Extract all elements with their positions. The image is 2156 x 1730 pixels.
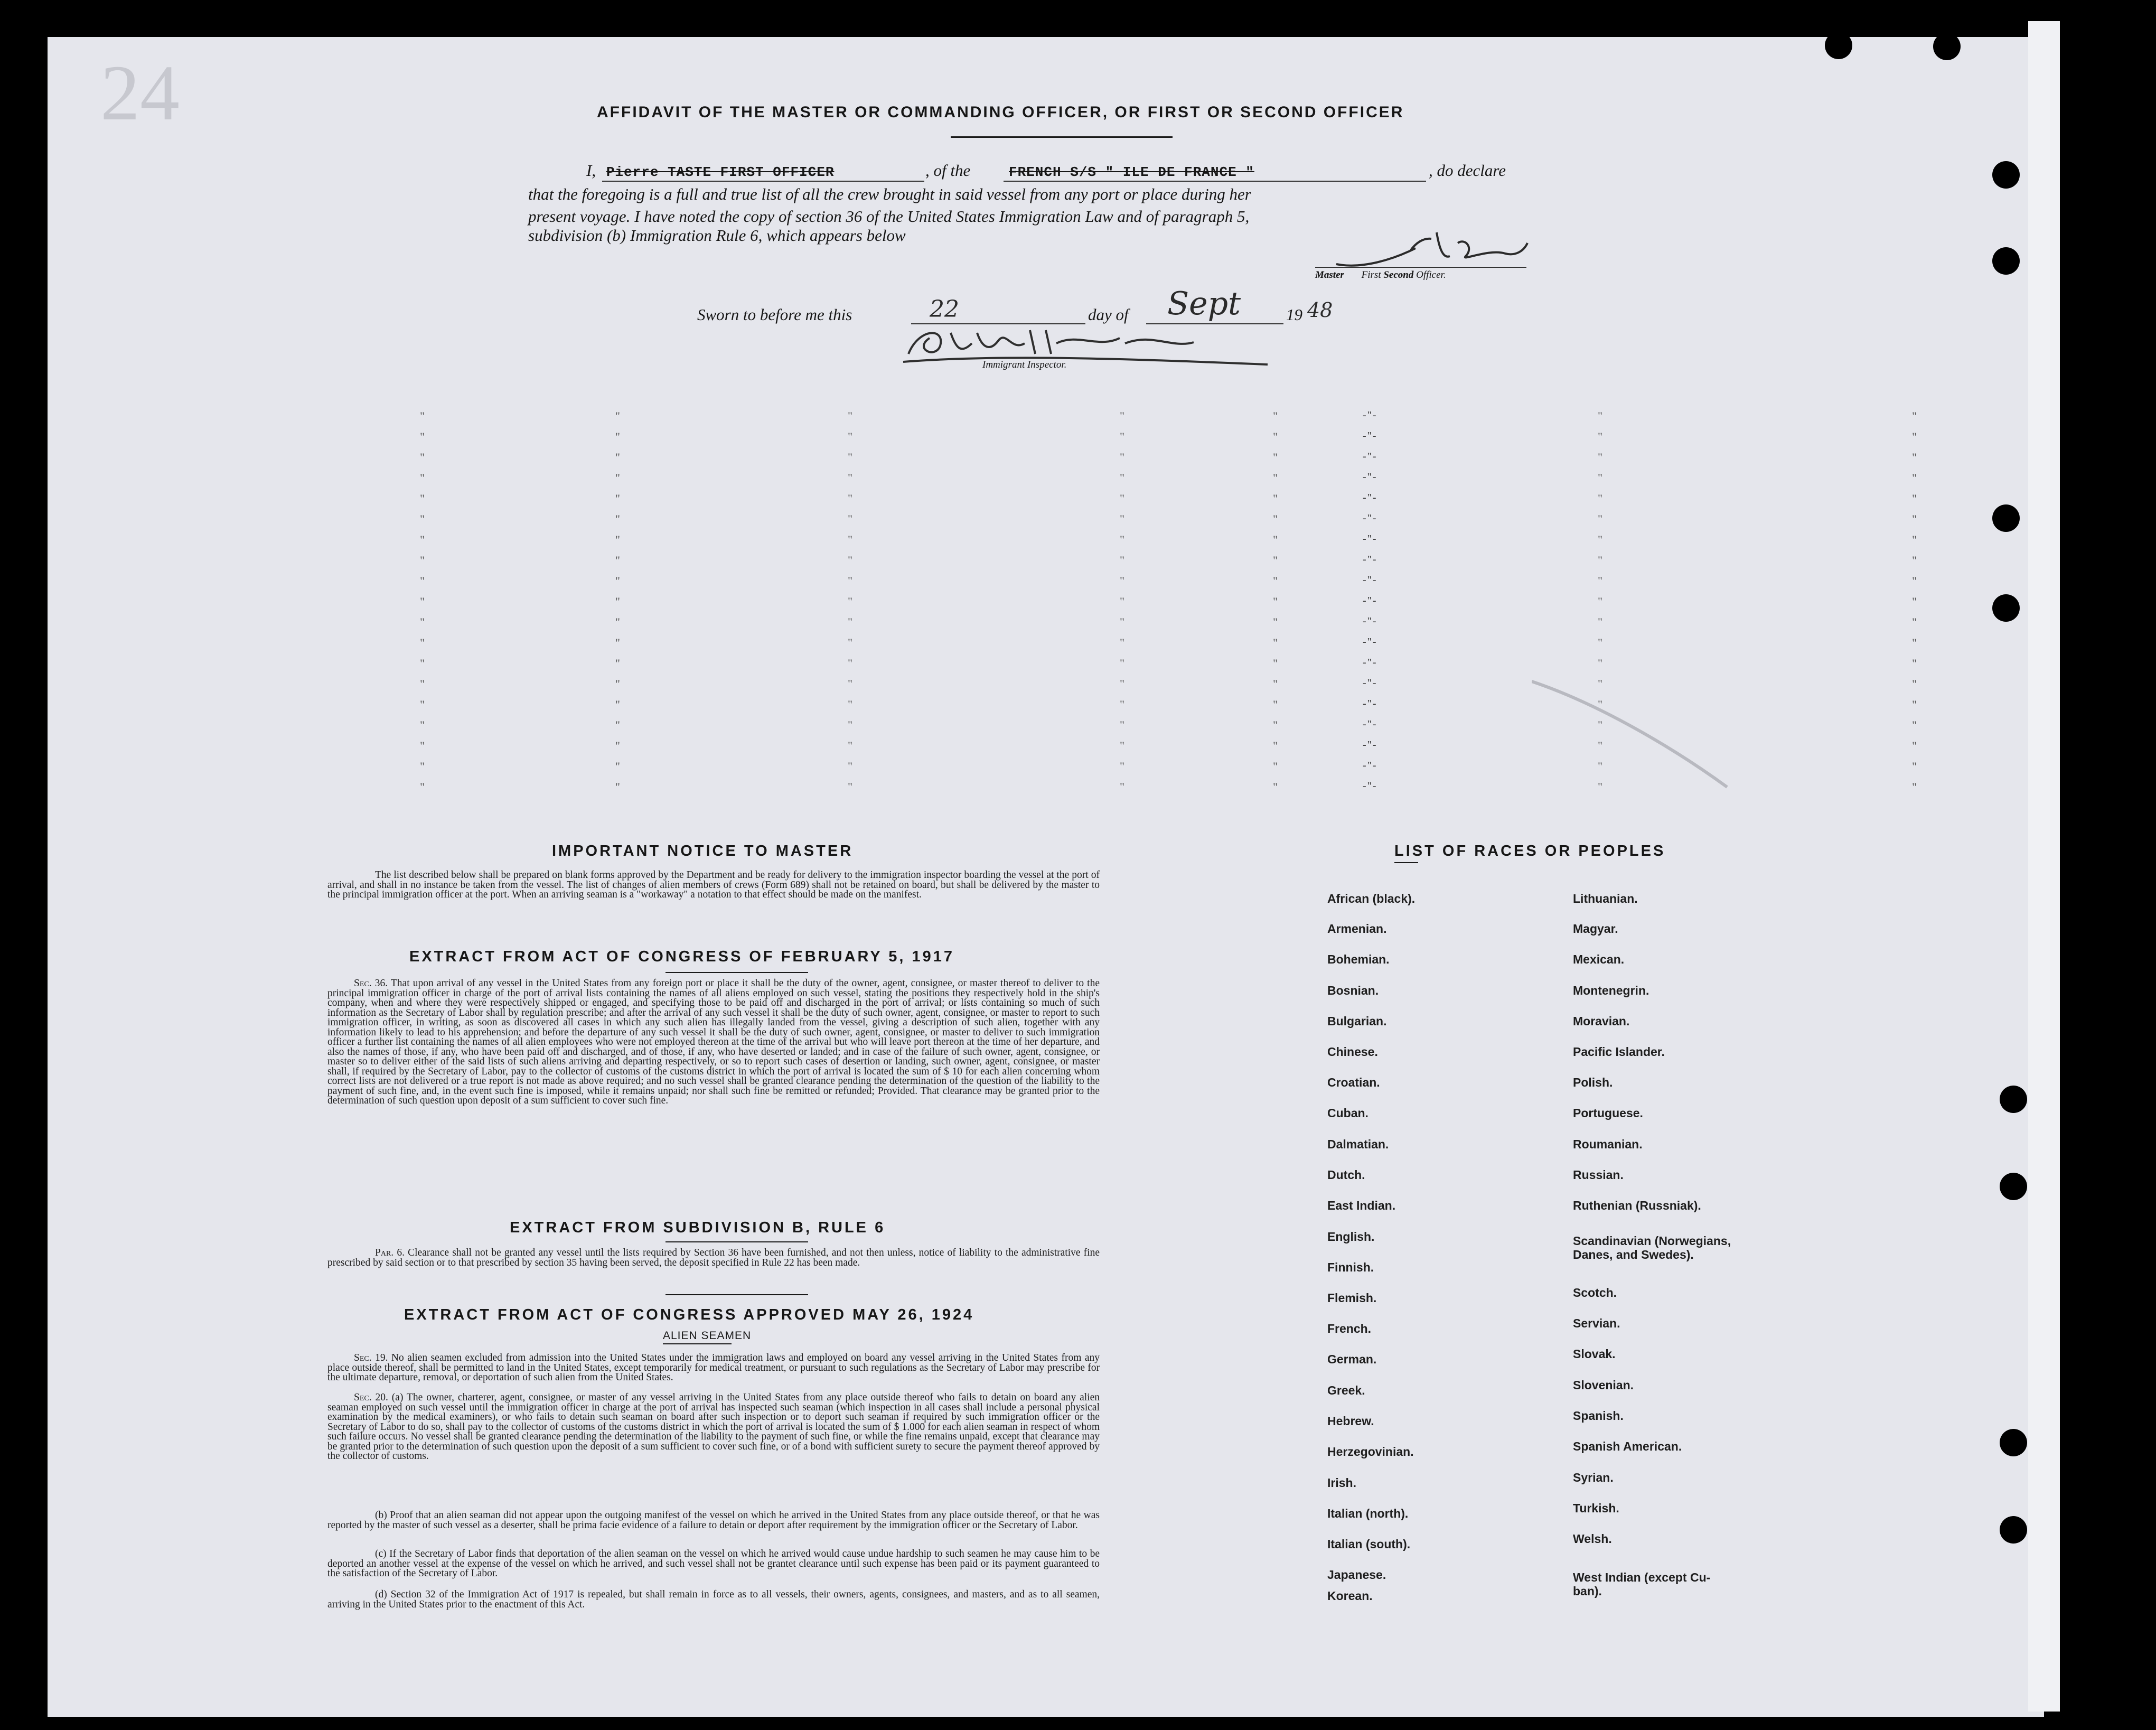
ditto-mark: ": [1273, 760, 1278, 773]
ditto-mark: ": [420, 492, 425, 505]
section-rule: [665, 972, 808, 973]
dash-mark: -"-: [1363, 451, 1377, 462]
ditto-mark: ": [1598, 512, 1602, 526]
ditto-mark: ": [1120, 595, 1124, 608]
ditto-mark: ": [1273, 739, 1278, 752]
race-item: Polish.: [1573, 1076, 1613, 1089]
race-item: English.: [1327, 1230, 1375, 1243]
ditto-mark: ": [1912, 760, 1917, 773]
ditto-mark: ": [848, 451, 852, 464]
race-item: Mexican.: [1573, 952, 1625, 966]
dash-mark: -"-: [1363, 554, 1377, 565]
page-edge: [2028, 21, 2060, 1712]
race-item: Portuguese.: [1573, 1106, 1643, 1120]
race-item: Spanish American.: [1573, 1439, 1682, 1453]
ditto-mark: ": [1120, 574, 1124, 587]
extract-rule6-title: EXTRACT FROM SUBDIVISION B, RULE 6: [510, 1219, 886, 1236]
race-item: Roumanian.: [1573, 1137, 1643, 1151]
sworn-day: 22: [930, 296, 959, 323]
ditto-mark: ": [848, 595, 852, 608]
ditto-mark: ": [1120, 471, 1124, 484]
sec20b-text: (b) Proof that an alien seaman did not appear upon the outgoing manifest of the vessel on which he arrived in the United States from any place outside thereof, or that he was reported by the master of such vessel as a deserter, shall be prima facie evidence of a failure to detain or deport after requirement by the immigration officer or the Secretary of Labor.: [327, 1510, 1100, 1531]
dash-mark: -"-: [1363, 780, 1377, 792]
ditto-mark: ": [1598, 595, 1602, 608]
ditto-mark: ": [1912, 718, 1917, 732]
race-item: Scandinavian (Norwegians,: [1573, 1234, 1731, 1248]
dash-mark: -"-: [1363, 657, 1377, 668]
race-item: Danes, and Swedes).: [1573, 1248, 1694, 1261]
dash-mark: -"-: [1363, 718, 1377, 730]
notice-title: IMPORTANT NOTICE TO MASTER: [552, 843, 854, 859]
ditto-mark: ": [1273, 595, 1278, 608]
ditto-mark: ": [1598, 492, 1602, 505]
race-item: German.: [1327, 1352, 1377, 1366]
race-item: Ruthenian (Russniak).: [1573, 1199, 1701, 1212]
sec20a-text: Sec. 20. (a) The owner, charterer, agent, consignee, or master of any vessel arriving in the United States from any place outside thereof who fails to detain on board any alien seaman employed on such vessel until the immigration officer in charge at the port of arrival has inspected such seaman (which inspection in all cases shall include a personal physical examination by the medical examiners), or who fails to detain such seaman on board after such inspection or to deport such seaman if required by such immigration officer or the Secretary of Labor to do so, shall pay to the collector of customs of the customs district in which the port of arrival is located the sum of $ 1.000 for each alien seaman in respect of whom such failure occurs. No vessel shall be granted clearance pending the determination of the liability to the payment of such fine, or while the fine remains unpaid, except that clearance may be granted prior to the determination of such question upon the deposit of a sum sufficient to cover such fine, or of a bond with sufficient surety to secure the payment thereof approved by the collector of customs.: [327, 1392, 1100, 1462]
ditto-mark: ": [1598, 451, 1602, 464]
crease-mark: [1532, 671, 1732, 792]
ditto-mark: ": [1120, 780, 1124, 793]
ditto-mark: ": [420, 780, 425, 793]
ditto-mark: ": [1120, 533, 1124, 546]
race-item: Moravian.: [1573, 1014, 1630, 1028]
binder-hole: [1992, 594, 2020, 622]
dash-mark: -"-: [1363, 492, 1377, 503]
ditto-mark: ": [420, 430, 425, 443]
ditto-mark: ": [615, 677, 620, 690]
ditto-mark: ": [420, 718, 425, 732]
race-item: West Indian (except Cu-: [1573, 1570, 1711, 1584]
ditto-mark: ": [615, 718, 620, 732]
declaration-line-3: present voyage. I have noted the copy of section 36 of the United States Immigration Law and of paragraph 5,: [528, 207, 1250, 226]
dash-mark: -"-: [1363, 636, 1377, 648]
ditto-mark: ": [1912, 554, 1917, 567]
ditto-mark: ": [420, 677, 425, 690]
ditto-mark: ": [615, 512, 620, 526]
dash-mark: -"-: [1363, 677, 1377, 689]
race-item: Bulgarian.: [1327, 1014, 1387, 1028]
race-item: Pacific Islander.: [1573, 1045, 1665, 1059]
race-item: Greek.: [1327, 1383, 1365, 1397]
extract-1924-title: EXTRACT FROM ACT OF CONGRESS APPROVED MAY 26, 1924: [404, 1306, 974, 1323]
race-item: Bohemian.: [1327, 952, 1390, 966]
year-prefix: 19: [1286, 305, 1302, 324]
ditto-mark: ": [1912, 492, 1917, 505]
ditto-mark: ": [1912, 451, 1917, 464]
ditto-mark: ": [848, 677, 852, 690]
day-of-label: day of: [1088, 305, 1129, 324]
race-item: Montenegrin.: [1573, 984, 1649, 997]
ditto-mark: ": [1273, 636, 1278, 649]
ditto-mark: ": [615, 409, 620, 423]
race-item: Croatian.: [1327, 1076, 1380, 1089]
ditto-mark: ": [848, 492, 852, 505]
ditto-mark: ": [420, 657, 425, 670]
race-item: Turkish.: [1573, 1501, 1619, 1515]
section-rule: [665, 1241, 808, 1242]
inspector-signature: [898, 317, 1278, 370]
ditto-mark: ": [1912, 677, 1917, 690]
ditto-mark: ": [615, 430, 620, 443]
title-rule: [951, 136, 1173, 138]
ditto-mark: ": [420, 739, 425, 752]
extract-1917-title: EXTRACT FROM ACT OF CONGRESS OF FEBRUARY 5, 1917: [409, 948, 955, 965]
ditto-mark: ": [848, 409, 852, 423]
declaration-line-1: I, Pierre TASTE FIRST OFFICER: [586, 161, 835, 180]
ditto-mark: ": [1273, 471, 1278, 484]
race-item: Magyar.: [1573, 922, 1618, 936]
ditto-mark: ": [848, 760, 852, 773]
sec19-text: Sec. 19. No alien seamen excluded from admission into the United States under the immigration laws and employed on board any vessel arriving in the United States from any place outside thereof, shall be permitted to land in the United States, except temporarily for medical treatment, or pursuant to such regulations as the Secretary of Labor may prescribe for the ultimate departure, removal, or deportation of such alien from the United States.: [327, 1352, 1100, 1383]
ditto-mark: ": [420, 595, 425, 608]
ditto-mark: ": [615, 615, 620, 629]
extract-1917-text: Sec. 36. That upon arrival of any vessel in the United States from any foreign port or place it shall be the duty of the owner, agent, consignee, or master thereof to deliver to the principal immigration officer in charge of the port of arrival lists containing the names of all aliens employed on such vessel, stating the positions they respectively hold in the ship's company, when and where they were respectively shipped or engaged, and specifying those to be paid off and discharged in the port of arrival; or lists containing so much of such information as the Secretary of Labor shall by regulation prescribe; and after the arrival of any such vessel it shall be the duty of such owner, agent, consignee, or master to report to such immigration officer, in writing, as soon as discovered all cases in which any such alien has illegally landed from the vessel, giving a description of such alien, together with any information likely to lead to his apprehension; and before the departure of any such vessel it shall be the duty of such owner, agent, consignee, or master to deliver to such immigration officer a further list containing the names of all alien employees who were not employed thereon at the time of the arrival but who will leave port thereon at the time of her departure, and also the names of those, if any, who have been paid off and discharged, and of those, if any, who have deserted or landed; and in case of the failure of such owner, agent, consignee, or master so to deliver either of the said lists of such aliens arriving and departing respectively, or so to report such cases of desertion or landing, such owner, agent, consignee, or master shall, if required by the Secretary of Labor, pay to the collector of customs of the customs district in which the port of arrival is located the sum of $ 10 for each alien concerning whom correct lists are not delivered or a true report is not made as above required; and no such vessel shall be granted clearance pending the determination of the question of the liability to the payment of such fine, and, in the event such fine is imposed, while it remains unpaid; nor shall such fine be remitted or refunded; Provided. That clearance may be granted prior to the determination of such question upon deposit of a sum sufficient to cover such fine.: [327, 978, 1100, 1106]
race-item: Herzegovinian.: [1327, 1445, 1414, 1458]
ditto-mark: ": [1598, 533, 1602, 546]
ditto-mark: ": [1912, 533, 1917, 546]
ditto-mark: ": [420, 451, 425, 464]
ditto-mark: ": [1912, 512, 1917, 526]
ditto-mark: ": [420, 698, 425, 711]
officer-caption: Master First Second Officer.: [1315, 269, 1446, 280]
race-item: Servian.: [1573, 1316, 1620, 1330]
ditto-mark: ": [1598, 698, 1602, 711]
section-rule: [665, 1294, 808, 1295]
ditto-mark: ": [1273, 698, 1278, 711]
race-item: Finnish.: [1327, 1260, 1374, 1274]
bleed-through-mark: 24: [100, 49, 180, 137]
ditto-mark: ": [615, 451, 620, 464]
race-item: African (black).: [1327, 892, 1416, 905]
year-suffix: 48: [1307, 298, 1333, 322]
ditto-mark: ": [1273, 574, 1278, 587]
dash-mark: -"-: [1363, 533, 1377, 545]
ditto-mark: ": [1598, 760, 1602, 773]
ditto-mark: ": [1120, 615, 1124, 629]
race-item: Chinese.: [1327, 1045, 1378, 1059]
sworn-month: Sept: [1167, 285, 1241, 322]
sec20c-text: (c) If the Secretary of Labor finds that deportation of the alien seaman on the vessel on which he arrived would cause undue hardship to such seamen he may cause him to be deported an another vessel at the expense of the vessel on which he arrived, and such vessel shall not be grantet clearance until such expense has been paid or its payment guaranteed to the satisfaction of the Secretary of Labor.: [327, 1548, 1100, 1579]
race-item: Bosnian.: [1327, 984, 1379, 997]
ditto-mark: ": [615, 574, 620, 587]
binder-hole: [1825, 32, 1852, 59]
ditto-mark: ": [848, 636, 852, 649]
ditto-mark: ": [1912, 739, 1917, 752]
ditto-mark: ": [1273, 615, 1278, 629]
ditto-mark: ": [1273, 430, 1278, 443]
race-item: East Indian.: [1327, 1199, 1396, 1212]
section-rule: [663, 1343, 732, 1344]
ditto-mark: ": [1273, 451, 1278, 464]
race-item: Japanese.: [1327, 1568, 1386, 1582]
ditto-mark: ": [1912, 780, 1917, 793]
ditto-mark: ": [1120, 492, 1124, 505]
ditto-mark: ": [615, 698, 620, 711]
ditto-mark: ": [1273, 657, 1278, 670]
ditto-mark: ": [1120, 430, 1124, 443]
fill-line: [1004, 181, 1426, 182]
ditto-mark: ": [1273, 409, 1278, 423]
ditto-mark: ": [420, 636, 425, 649]
dash-mark: -"-: [1363, 739, 1377, 751]
ditto-mark: ": [1912, 471, 1917, 484]
ditto-mark: ": [420, 615, 425, 629]
alien-seamen-subtitle: ALIEN SEAMEN: [663, 1330, 752, 1342]
ditto-mark: ": [615, 657, 620, 670]
of-the-label: , of the: [925, 161, 971, 180]
race-item: Armenian.: [1327, 922, 1387, 936]
ditto-mark: ": [1912, 636, 1917, 649]
ditto-mark: ": [848, 657, 852, 670]
ditto-mark: ": [1598, 430, 1602, 443]
ditto-mark: ": [1598, 574, 1602, 587]
ditto-mark: ": [1120, 760, 1124, 773]
ditto-mark: ": [848, 698, 852, 711]
ditto-mark: ": [615, 492, 620, 505]
race-item: Slovak.: [1573, 1347, 1616, 1361]
race-item: French.: [1327, 1322, 1372, 1335]
race-item: Cuban.: [1327, 1106, 1368, 1120]
race-item: Hebrew.: [1327, 1414, 1374, 1428]
extract-rule6-text: Par. 6. Clearance shall not be granted any vessel until the lists required by Section 36 have been furnished, and not then unless, notice of liability to the administrative fine prescribed by said section or to that prescribed by section 35 having been served, the deposit specified in Rule 22 has been made.: [327, 1247, 1100, 1268]
ditto-mark: ": [615, 595, 620, 608]
ditto-mark: ": [1912, 574, 1917, 587]
officer-name: Pierre TASTE FIRST OFFICER: [606, 164, 835, 180]
ditto-mark: ": [1273, 512, 1278, 526]
race-item: Scotch.: [1573, 1286, 1617, 1299]
race-item: Russian.: [1573, 1168, 1624, 1182]
ditto-mark: ": [1598, 636, 1602, 649]
ditto-mark: ": [1912, 698, 1917, 711]
race-item: Spanish.: [1573, 1409, 1624, 1423]
ditto-mark: ": [1273, 492, 1278, 505]
ditto-mark: ": [420, 512, 425, 526]
ditto-mark: ": [420, 471, 425, 484]
ditto-mark: ": [848, 718, 852, 732]
ditto-mark: ": [1912, 595, 1917, 608]
vessel-name-wrap: [1009, 161, 1254, 180]
ditto-mark: ": [420, 533, 425, 546]
do-declare-label: , do declare: [1429, 161, 1506, 180]
dash-mark: -"-: [1363, 471, 1377, 483]
ditto-mark: ": [1598, 657, 1602, 670]
binder-hole: [2000, 1516, 2027, 1544]
ditto-mark: ": [1120, 739, 1124, 752]
ditto-mark: ": [1912, 615, 1917, 629]
ditto-mark: ": [1273, 780, 1278, 793]
binder-hole: [1992, 247, 2020, 275]
race-item: Lithuanian.: [1573, 892, 1638, 905]
races-rule: [1394, 862, 1418, 863]
ditto-mark: ": [848, 780, 852, 793]
binder-hole: [1992, 161, 2020, 189]
vessel-name: FRENCH S/S " ILE DE FRANCE ": [1009, 164, 1254, 180]
ditto-mark: ": [1598, 780, 1602, 793]
sec20d-text: (d) Section 32 of the Immigration Act of 1917 is repealed, but shall remain in force as to all vessels, their owners, agents, consignees, and masters, and as to all seamen, arriving in the United States prior to the enactment of this Act.: [327, 1589, 1100, 1610]
races-title: LIST OF RACES OR PEOPLES: [1394, 843, 1666, 859]
dash-mark: -"-: [1363, 574, 1377, 586]
dash-mark: -"-: [1363, 409, 1377, 421]
ditto-mark: ": [1912, 657, 1917, 670]
race-item: Italian (north).: [1327, 1507, 1409, 1520]
ditto-mark: ": [420, 409, 425, 423]
ditto-mark: ": [1120, 409, 1124, 423]
ditto-mark: ": [848, 512, 852, 526]
ditto-mark: ": [1912, 409, 1917, 423]
binder-hole: [1933, 33, 1961, 60]
dash-mark: -"-: [1363, 430, 1377, 442]
ditto-mark: ": [1120, 554, 1124, 567]
race-item: ban).: [1573, 1584, 1602, 1598]
ditto-mark: ": [420, 760, 425, 773]
notice-text: The list described below shall be prepared on blank forms approved by the Department and be ready for delivery to the immigration inspector boarding the vessel at the port of arrival, and shall in no instance be taken from the vessel. The list of changes of alien members of crews (Form 689) shall not be retained on board, but shall be delivered by the master to the principal immigration officer at the port. When an arriving seaman is a "workaway" a notation to that effect should be made on the manifest.: [327, 869, 1100, 900]
race-item: Italian (south).: [1327, 1537, 1411, 1551]
ditto-mark: ": [420, 574, 425, 587]
ditto-mark: ": [615, 780, 620, 793]
ditto-mark: ": [1912, 430, 1917, 443]
ditto-mark: ": [1598, 615, 1602, 629]
ditto-mark: ": [1273, 533, 1278, 546]
ditto-mark: ": [1120, 718, 1124, 732]
ditto-mark: ": [848, 574, 852, 587]
ditto-mark: ": [848, 471, 852, 484]
ditto-mark: ": [1120, 698, 1124, 711]
race-item: Flemish.: [1327, 1291, 1377, 1305]
race-item: Slovenian.: [1573, 1378, 1634, 1392]
ditto-mark: ": [1120, 636, 1124, 649]
ditto-mark: ": [848, 430, 852, 443]
ditto-mark: ": [1120, 451, 1124, 464]
ditto-mark: ": [1598, 471, 1602, 484]
ditto-mark: ": [615, 533, 620, 546]
ditto-mark: ": [848, 533, 852, 546]
ditto-mark: ": [848, 739, 852, 752]
ditto-mark: ": [615, 739, 620, 752]
dash-mark: -"-: [1363, 595, 1377, 606]
ditto-mark: ": [1598, 739, 1602, 752]
declaration-line-2: that the foregoing is a full and true list of all the crew brought in said vessel from any port or place during her: [528, 185, 1251, 203]
race-item: Welsh.: [1573, 1532, 1612, 1546]
race-item: Dutch.: [1327, 1168, 1365, 1182]
inspector-caption: Immigrant Inspector.: [982, 359, 1067, 370]
ditto-mark: ": [1273, 554, 1278, 567]
ditto-mark: ": [420, 554, 425, 567]
ditto-mark: ": [1273, 718, 1278, 732]
race-item: Syrian.: [1573, 1471, 1614, 1484]
fill-line: [602, 181, 924, 182]
declaration-line-4: subdivision (b) Immigration Rule 6, which appears below: [528, 226, 906, 245]
ditto-mark: ": [615, 471, 620, 484]
ditto-mark: ": [848, 615, 852, 629]
ditto-mark: ": [1598, 554, 1602, 567]
dash-mark: -"-: [1363, 760, 1377, 771]
dash-mark: -"-: [1363, 615, 1377, 627]
binder-hole: [2000, 1173, 2027, 1200]
ditto-mark: ": [848, 554, 852, 567]
dash-mark: -"-: [1363, 512, 1377, 524]
ditto-mark: ": [1598, 718, 1602, 732]
ditto-mark: ": [1598, 677, 1602, 690]
binder-hole: [2000, 1429, 2027, 1456]
ditto-mark: ": [615, 760, 620, 773]
ditto-mark: ": [615, 554, 620, 567]
binder-hole: [2000, 1086, 2027, 1113]
ditto-mark: ": [1120, 657, 1124, 670]
ditto-mark: ": [615, 636, 620, 649]
race-item: Irish.: [1327, 1476, 1356, 1490]
affidavit-title: AFFIDAVIT OF THE MASTER OR COMMANDING OFFICER, OR FIRST OR SECOND OFFICER: [597, 104, 1404, 121]
race-item: Korean.: [1327, 1589, 1373, 1603]
ditto-mark: ": [1598, 409, 1602, 423]
dash-mark: -"-: [1363, 698, 1377, 709]
ditto-mark: ": [1273, 677, 1278, 690]
ditto-mark: ": [1120, 512, 1124, 526]
sworn-label: Sworn to before me this: [697, 305, 852, 324]
fill-line: [1315, 267, 1526, 268]
binder-hole: [1992, 504, 2020, 532]
race-item: Dalmatian.: [1327, 1137, 1389, 1151]
ditto-mark: ": [1120, 677, 1124, 690]
